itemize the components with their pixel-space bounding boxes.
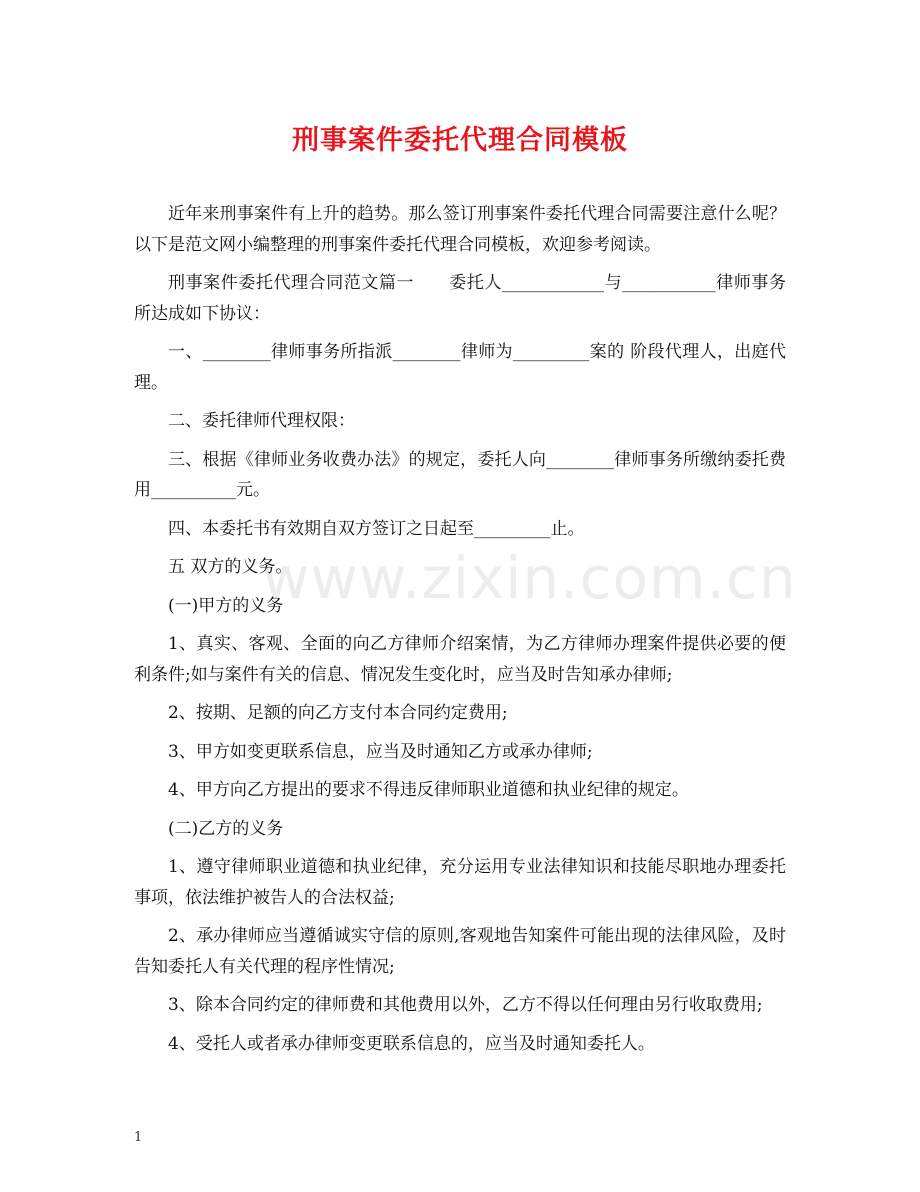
paragraph-clause-4: 四、本委托书有效期自双方签订之日起至_________止。: [168, 518, 585, 539]
party-a-duty-2: 2、按期、足额的向乙方支付本合同约定费用;: [168, 703, 508, 723]
party-b-duty-3: 3、除本合同约定的律师费和其他费用以外，乙方不得以任何理由另行收取费用;: [168, 995, 763, 1015]
paragraph-clause-2: 二、委托律师代理权限：: [168, 411, 355, 431]
party-a-duty-4: 4、甲方向乙方提出的要求不得违反律师职业道德和执业纪律的规定。: [168, 780, 689, 800]
watermark: www.zixin.com.cn: [262, 544, 797, 612]
paragraph-intro: 近年来刑事案件有上升的趋势。那么签订刑事案件委托代理合同需要注意什么呢？以下是范文网小编整理的刑事案件委托代理合同模板，欢迎参考阅读。: [134, 204, 786, 255]
paragraph-clause-5: 五 双方的义务。: [168, 557, 293, 577]
document-title: 刑事案件委托代理合同模板: [292, 125, 628, 156]
page-number: 1: [134, 1130, 143, 1145]
party-a-duty-1: 1、真实、客观、全面的向乙方律师介绍案情，为乙方律师办理案件提供必要的便利条件;如与案件有关的信息、情况发生变化时，应当及时告知承办律师;: [134, 634, 786, 685]
document-body: [134, 199, 786, 1067]
party-b-duty-1: 1、遵守律师职业道德和执业纪律，充分运用专业法律知识和技能尽职地办理委托事项，依法维护被告人的合法权益;: [134, 857, 786, 908]
paragraph-clause-3: 三、根据《律师业务收费办法》的规定，委托人向________律师事务所缴纳委托费用__________元。: [134, 449, 786, 500]
paragraph-parties: 刑事案件委托代理合同范文篇一 委托人____________与___________律师事务所达成如下协议：: [134, 273, 786, 324]
party-b-duty-2: 2、承办律师应当遵循诚实守信的原则,客观地告知案件可能出现的法律风险，及时告知委托人有关代理的程序性情况;: [134, 926, 786, 977]
party-a-duty-3: 3、甲方如变更联系信息，应当及时通知乙方或承办律师;: [168, 741, 593, 762]
party-b-duty-4: 4、受托人或者承办律师变更联系信息的，应当及时通知委托人。: [168, 1033, 655, 1054]
heading-party-a-duties: (一)甲方的义务: [168, 595, 284, 616]
heading-party-b-duties: (二)乙方的义务: [168, 818, 284, 839]
paragraph-clause-1: 一、________律师事务所指派________律师为_________案的 阶段代理人，出庭代理。: [134, 342, 786, 393]
